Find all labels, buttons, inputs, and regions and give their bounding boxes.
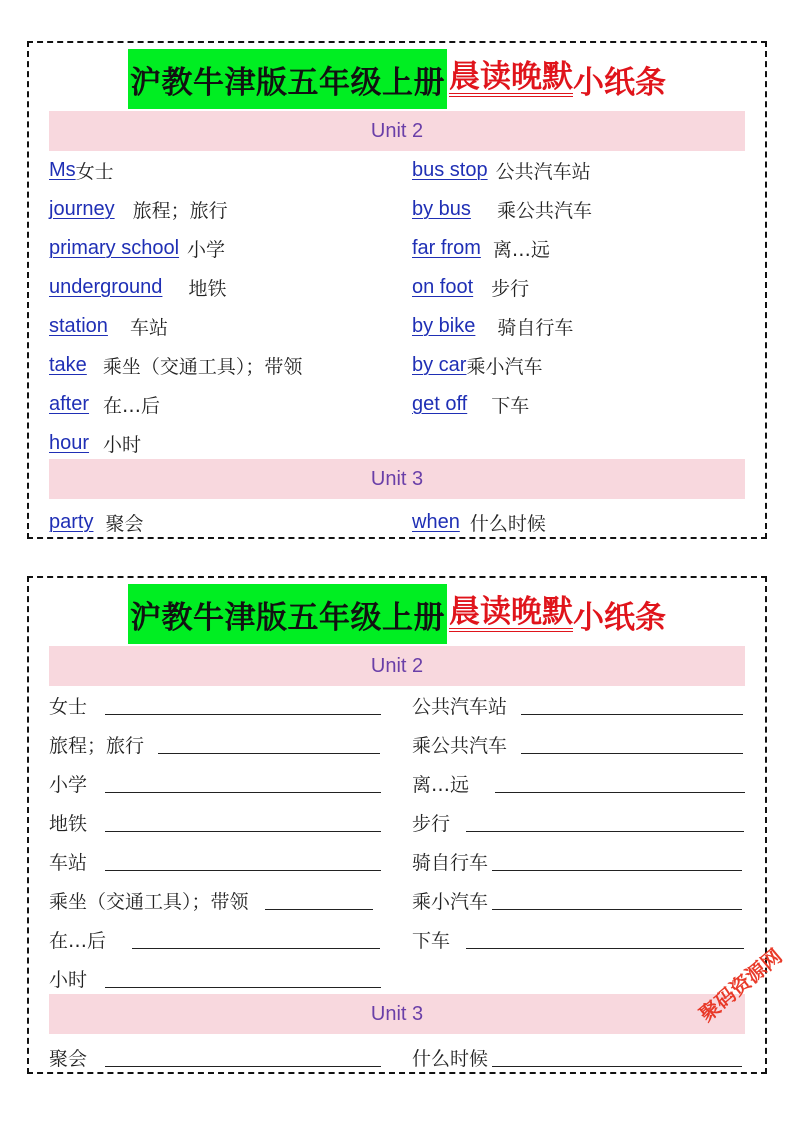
title-green-part: 沪教牛津版五年级上册 (128, 584, 447, 644)
list-item (49, 924, 380, 954)
list-item (49, 311, 168, 341)
english-word: take (49, 353, 87, 376)
list-item (49, 272, 226, 302)
answer-blank[interactable] (105, 774, 381, 793)
chinese-meaning: 乘公共汽车 (496, 199, 592, 222)
chinese-meaning: 离…远 (412, 773, 470, 796)
english-word: by car (412, 353, 467, 376)
unit2-header: Unit 2 (49, 111, 745, 151)
answer-blank[interactable] (466, 930, 744, 949)
english-word: when (412, 510, 460, 533)
chinese-meaning: 车站 (49, 851, 88, 874)
chinese-meaning: 旅程；旅行 (49, 734, 145, 757)
chinese-meaning: 公共汽车站 (495, 160, 591, 183)
unit2-header: Unit 2 (49, 646, 745, 686)
list-item (49, 194, 228, 224)
english-word: station (49, 314, 108, 337)
list-item (412, 807, 744, 837)
list-item (412, 729, 743, 759)
card-title (29, 584, 765, 644)
unit3-header: Unit 3 (49, 994, 745, 1034)
answer-blank[interactable] (132, 930, 380, 949)
answer-blank[interactable] (105, 696, 381, 715)
english-word: on foot (412, 275, 474, 298)
title-green-part: 沪教牛津版五年级上册 (128, 49, 447, 109)
answer-blank[interactable] (521, 735, 743, 754)
card-title (29, 49, 765, 109)
answer-blank[interactable] (105, 813, 381, 832)
list-item (49, 729, 380, 759)
chinese-meaning: 车站 (129, 316, 168, 339)
vocab-card (27, 41, 767, 539)
answer-blank[interactable] (492, 891, 742, 910)
chinese-meaning: 小时 (103, 433, 142, 456)
english-word: primary school (49, 236, 180, 259)
chinese-meaning: 聚会 (49, 1047, 88, 1070)
list-item (412, 350, 542, 380)
list-item (412, 885, 742, 915)
list-item (412, 233, 550, 263)
chinese-meaning: 骑自行车 (412, 851, 489, 874)
answer-blank[interactable] (492, 1048, 742, 1067)
list-item (49, 690, 381, 720)
chinese-meaning: 乘公共汽车 (412, 734, 508, 757)
chinese-meaning: 女士 (49, 695, 88, 718)
chinese-meaning: 什么时候 (469, 512, 546, 535)
list-item (49, 155, 114, 185)
english-word: by bike (412, 314, 476, 337)
chinese-meaning: 旅程；旅行 (132, 199, 228, 222)
chinese-meaning: 在…后 (103, 394, 161, 417)
list-item (49, 846, 381, 876)
title-red-plain: 小纸条 (573, 64, 666, 101)
answer-blank[interactable] (105, 1048, 381, 1067)
list-item (49, 428, 141, 458)
chinese-meaning: 步行 (412, 812, 451, 835)
list-item (412, 1042, 742, 1072)
chinese-meaning: 女士 (75, 160, 114, 183)
title-red-underlined: 晨读晚默 (449, 596, 573, 633)
chinese-meaning: 小学 (49, 773, 88, 796)
answer-blank[interactable] (466, 813, 744, 832)
answer-blank[interactable] (105, 969, 381, 988)
list-item (412, 272, 529, 302)
english-word: hour (49, 431, 90, 454)
list-item (412, 155, 591, 185)
dictation-card (27, 576, 767, 1074)
answer-blank[interactable] (495, 774, 745, 793)
english-word: party (49, 510, 94, 533)
list-item (412, 389, 529, 419)
chinese-meaning: 在…后 (49, 929, 107, 952)
list-item (49, 350, 302, 380)
unit3-header: Unit 3 (49, 459, 745, 499)
chinese-meaning: 什么时候 (412, 1047, 489, 1070)
title-red-plain: 小纸条 (573, 599, 666, 636)
english-word: Ms (49, 158, 76, 181)
chinese-meaning: 下车 (412, 929, 451, 952)
list-item (412, 768, 745, 798)
list-item (412, 311, 573, 341)
english-word: by bus (412, 197, 471, 220)
english-word: bus stop (412, 158, 488, 181)
list-item (49, 768, 381, 798)
chinese-meaning: 离…远 (492, 238, 550, 261)
chinese-meaning: 下车 (491, 394, 530, 417)
title-red-underlined: 晨读晚默 (449, 61, 573, 98)
list-item (49, 807, 381, 837)
chinese-meaning: 步行 (491, 277, 530, 300)
list-item (412, 507, 546, 537)
chinese-meaning: 乘坐（交通工具）；带领 (49, 890, 249, 913)
list-item (49, 389, 160, 419)
chinese-meaning: 地铁 (49, 812, 88, 835)
english-word: get off (412, 392, 468, 415)
title-red-part (447, 584, 666, 644)
answer-blank[interactable] (521, 696, 743, 715)
chinese-meaning: 乘小汽车 (466, 355, 543, 378)
list-item (412, 194, 592, 224)
title-red-part (447, 49, 666, 109)
answer-blank[interactable] (105, 852, 381, 871)
english-word: after (49, 392, 90, 415)
list-item (49, 1042, 381, 1072)
answer-blank[interactable] (265, 891, 373, 910)
chinese-meaning: 地铁 (188, 277, 227, 300)
list-item (412, 690, 743, 720)
list-item (49, 885, 373, 915)
list-item (49, 963, 381, 993)
chinese-meaning: 小学 (187, 238, 226, 261)
chinese-meaning: 乘小汽车 (412, 890, 489, 913)
chinese-meaning: 公共汽车站 (412, 695, 508, 718)
chinese-meaning: 骑自行车 (497, 316, 574, 339)
list-item (412, 846, 742, 876)
chinese-meaning: 乘坐（交通工具）；带领 (102, 355, 303, 378)
english-word: underground (49, 275, 163, 298)
chinese-meaning: 小时 (49, 968, 88, 991)
answer-blank[interactable] (492, 852, 742, 871)
english-word: journey (49, 197, 115, 220)
list-item (49, 507, 143, 537)
list-item (412, 924, 744, 954)
watermark-stamp: 聚码资源网 (694, 943, 787, 1027)
list-item (49, 233, 225, 263)
chinese-meaning: 聚会 (105, 512, 144, 535)
answer-blank[interactable] (158, 735, 380, 754)
english-word: far from (412, 236, 481, 259)
